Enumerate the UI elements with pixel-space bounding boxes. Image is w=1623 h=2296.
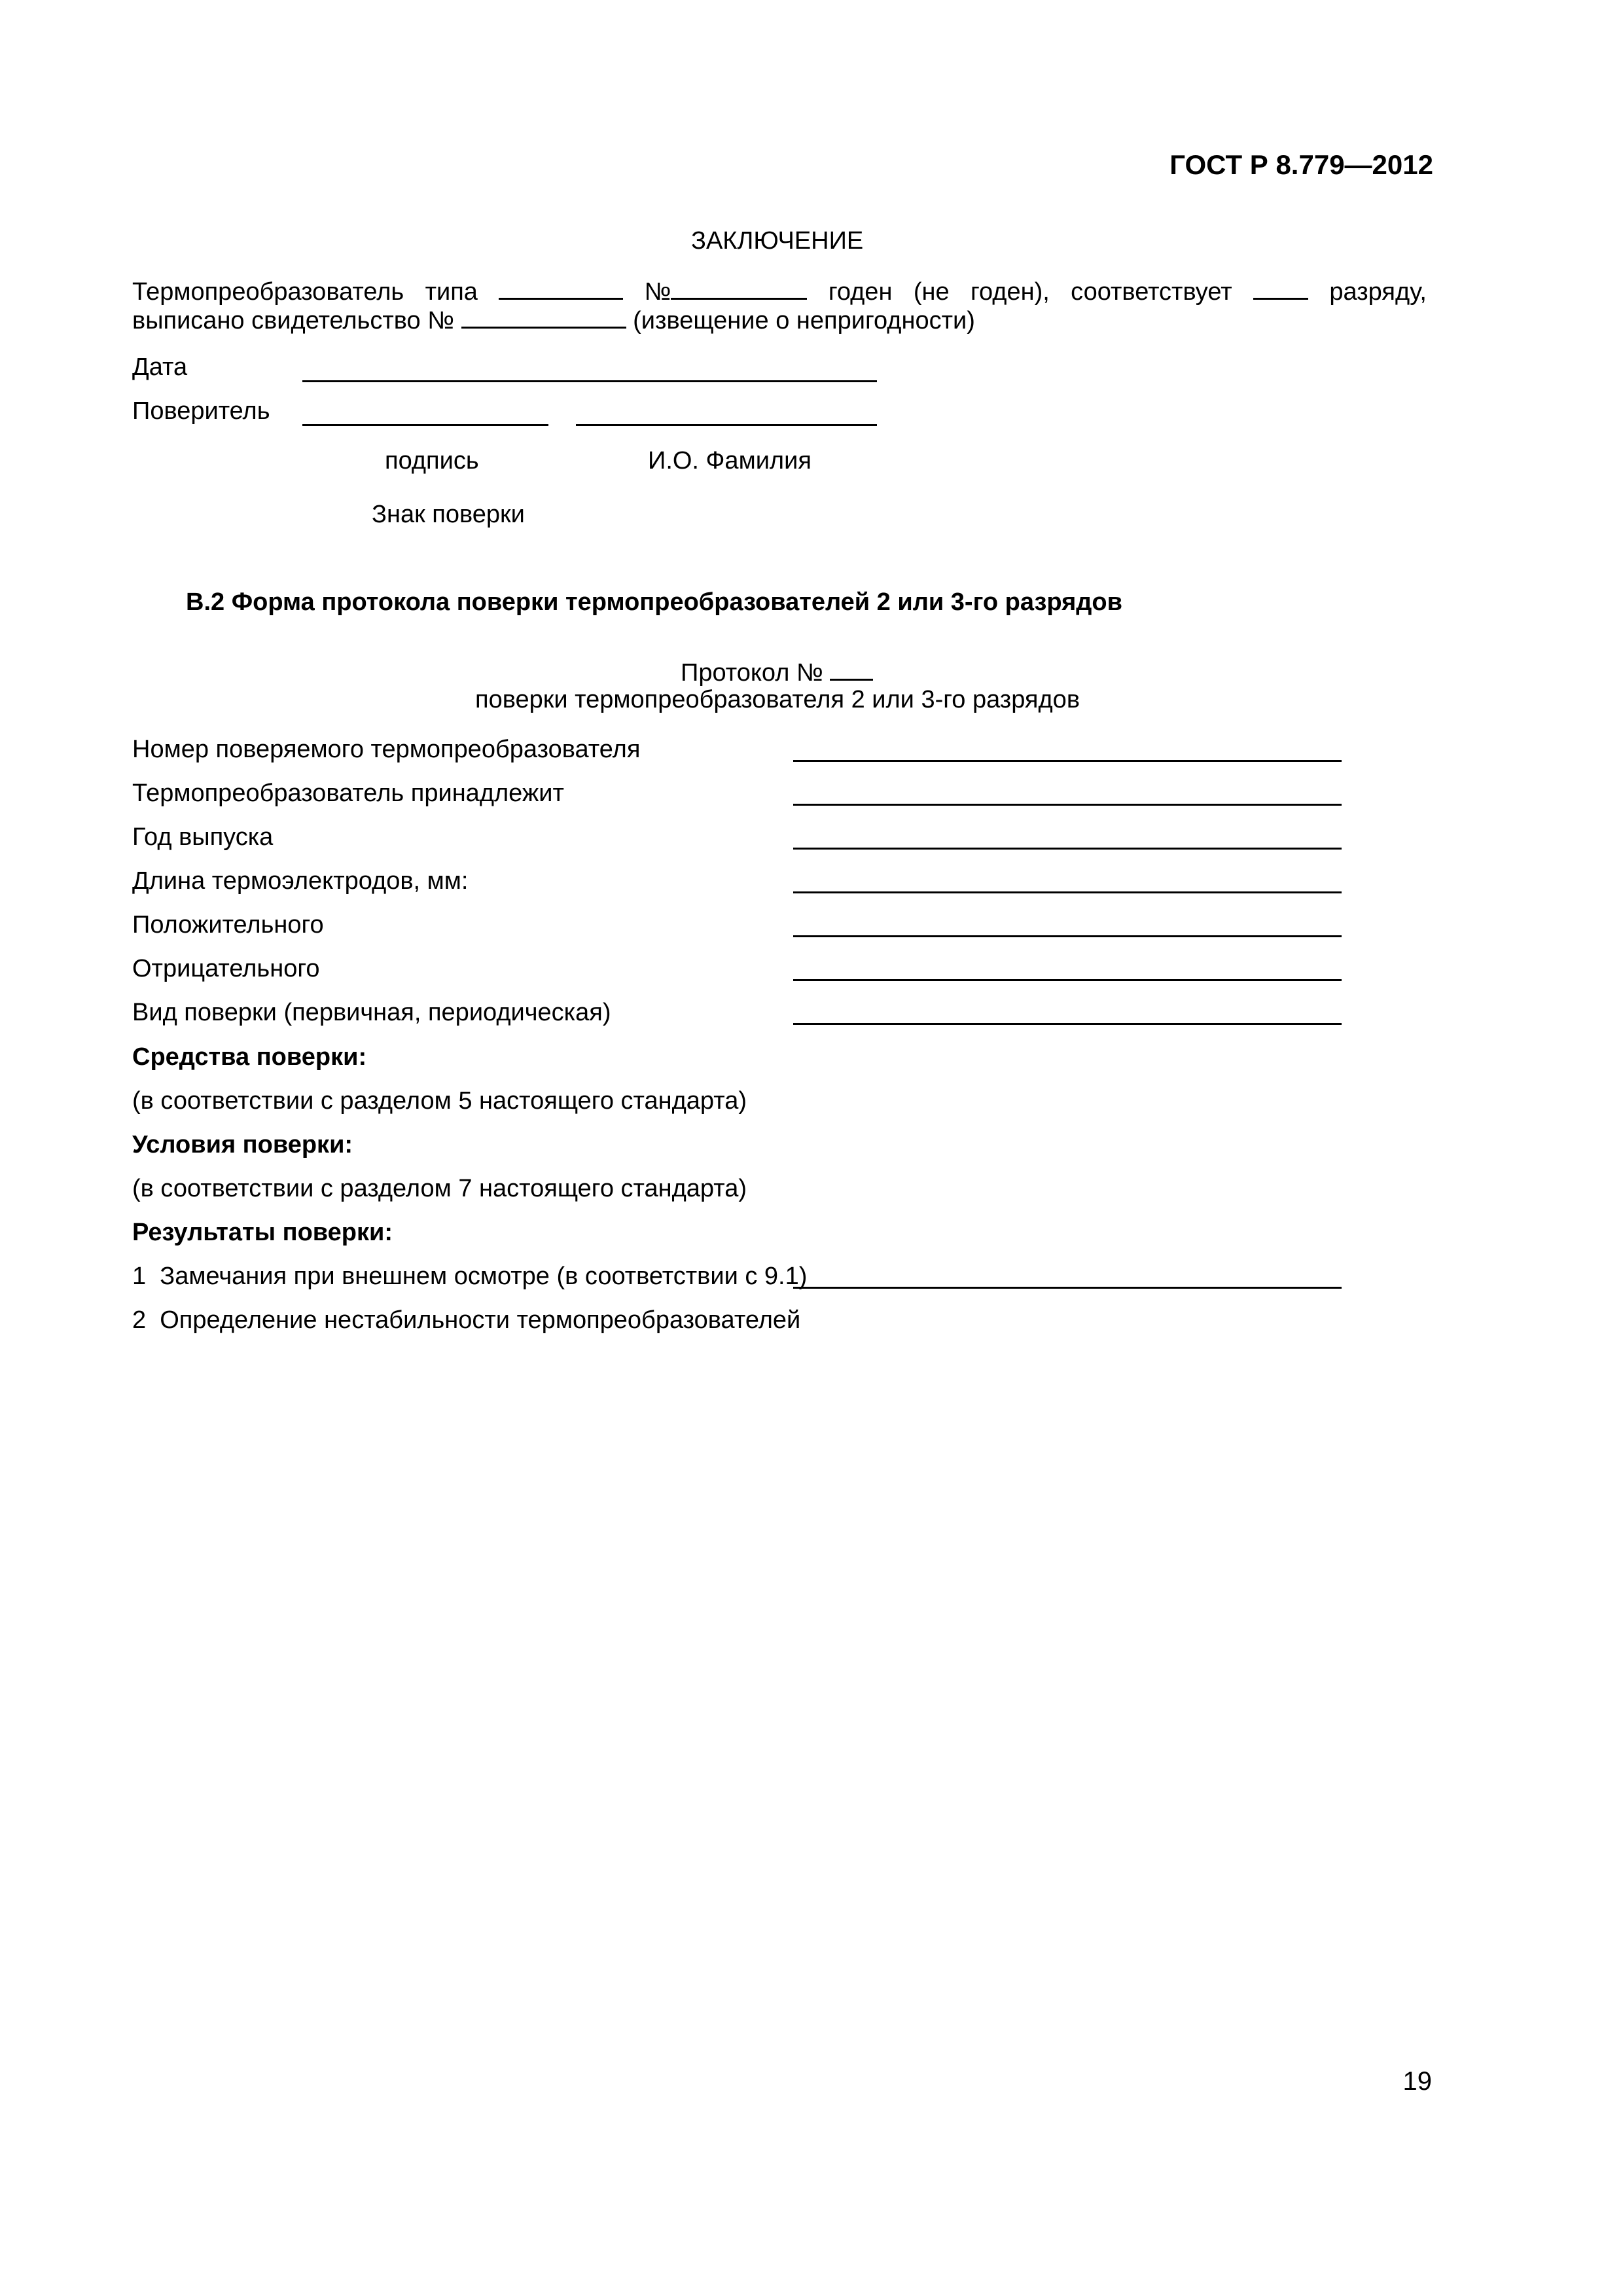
word: годен), [970, 278, 1050, 306]
type-blank[interactable] [499, 274, 623, 300]
word: типа [425, 278, 478, 306]
field-line-verification-type[interactable] [793, 1023, 1342, 1025]
field-label-electrode-length: Длина термоэлектродов, мм: [132, 867, 469, 895]
word: годен [828, 278, 893, 306]
signature-line[interactable] [302, 424, 548, 426]
signature-caption: подпись [385, 447, 479, 475]
means-note: (в соответствии с разделом 5 настоящего стандарта) [132, 1087, 747, 1115]
results-item-1-line[interactable] [793, 1287, 1342, 1289]
field-line-serial-number[interactable] [793, 760, 1342, 762]
field-label-serial-number: Номер поверяемого термопреобразователя [132, 736, 641, 763]
conclusion-title: ЗАКЛЮЧЕНИЕ [691, 227, 864, 255]
word: соответствует [1071, 278, 1232, 306]
field-label-positive: Положительного [132, 911, 324, 939]
number-blank[interactable] [671, 274, 807, 300]
results-heading: Результаты поверки: [132, 1219, 393, 1246]
results-item-1: 1 Замечания при внешнем осмотре (в соответствии с 9.1) [132, 1263, 808, 1290]
field-line-year[interactable] [793, 848, 1342, 850]
full-name-line[interactable] [576, 424, 877, 426]
field-line-positive[interactable] [793, 935, 1342, 937]
date-line[interactable] [302, 380, 877, 382]
word: Термопреобразователь [132, 278, 404, 306]
conclusion-line-2: выписано свидетельство № (извещение о непригодности) [132, 303, 975, 335]
word: разряду, [1329, 278, 1427, 306]
verification-mark-label: Знак поверки [372, 501, 525, 528]
protocol-subtitle: поверки термопреобразователя 2 или 3-го разрядов [475, 686, 1080, 713]
means-heading: Средства поверки: [132, 1043, 367, 1071]
number-group: № [645, 274, 808, 306]
page-number: 19 [1402, 2067, 1432, 2096]
conditions-heading: Условия поверки: [132, 1131, 353, 1158]
field-label-owner: Термопреобразователь принадлежит [132, 780, 564, 807]
conclusion-line-1 [132, 274, 1427, 306]
field-line-owner[interactable] [793, 804, 1342, 806]
certificate-blank[interactable] [461, 303, 626, 329]
field-label-year: Год выпуска [132, 823, 274, 851]
word: (не [913, 278, 950, 306]
verifier-label: Поверитель [132, 397, 270, 425]
results-item-2: 2 Определение нестабильности термопреобразователей [132, 1306, 801, 1334]
field-line-negative[interactable] [793, 979, 1342, 981]
protocol-number-blank[interactable] [830, 656, 873, 681]
field-label-verification-type: Вид поверки (первичная, периодическая) [132, 999, 611, 1026]
category-blank[interactable] [1253, 274, 1308, 300]
date-label: Дата [132, 353, 188, 381]
field-line-electrode-length[interactable] [793, 891, 1342, 893]
conditions-note: (в соответствии с разделом 7 настоящего стандарта) [132, 1175, 747, 1202]
protocol-title: Протокол № [681, 656, 873, 687]
standard-code: ГОСТ Р 8.779—2012 [1169, 149, 1433, 180]
name-caption: И.О. Фамилия [648, 447, 812, 475]
section-heading: В.2 Форма протокола поверки термопреобразователей 2 или 3-го разрядов [186, 588, 1122, 616]
field-label-negative: Отрицательного [132, 955, 320, 982]
